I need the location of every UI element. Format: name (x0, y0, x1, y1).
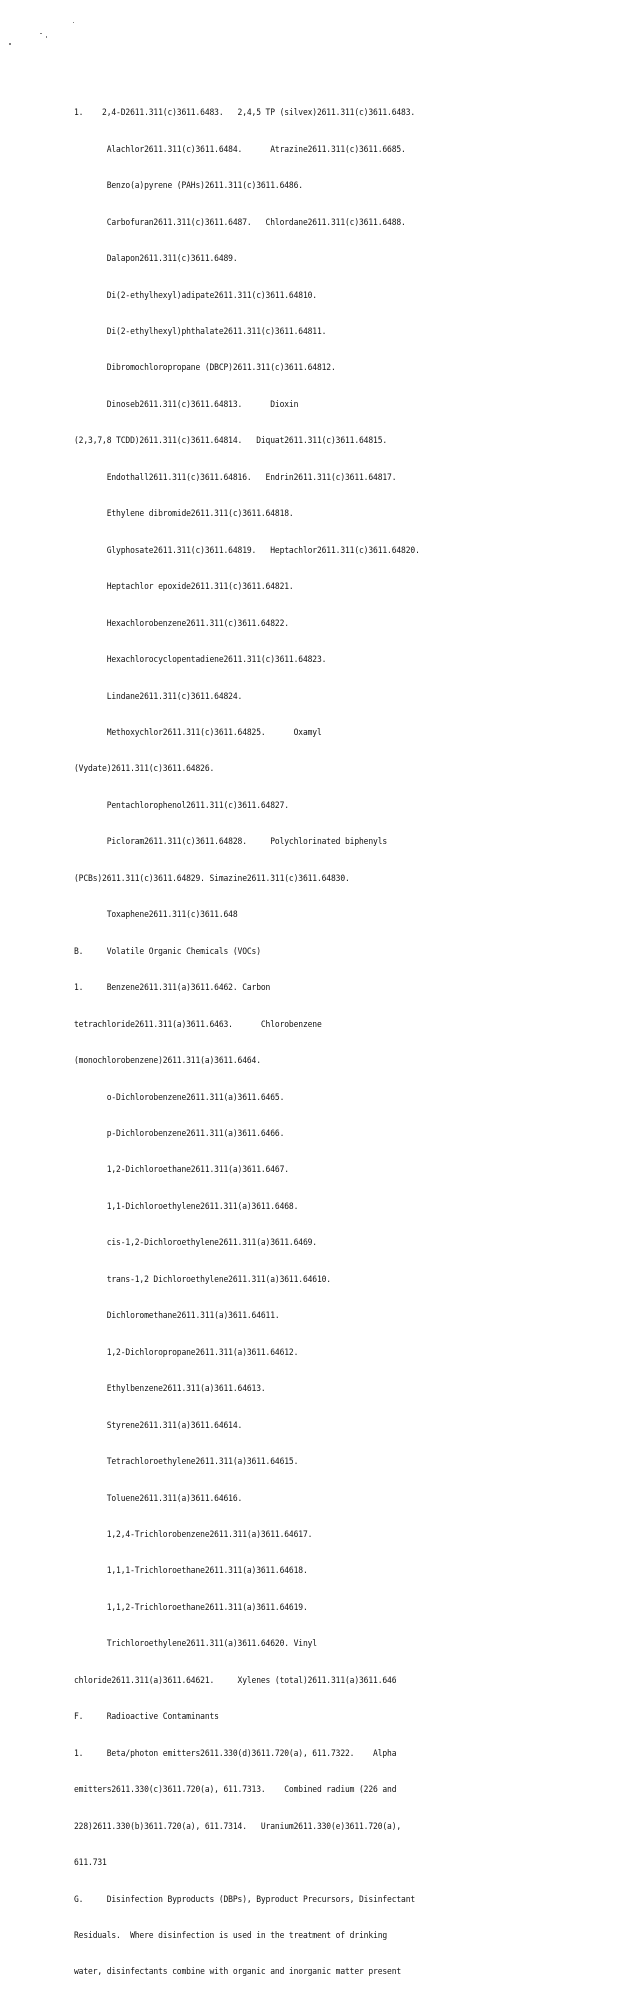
text-line: Alachlor2611.311(c)3611.6484. Atrazine2611.311(c)3611.6685. (74, 144, 406, 155)
text-line: 1,2,4-Trichlorobenzene2611.311(a)3611.64617. (74, 1529, 313, 1540)
text-line: o-Dichlorobenzene2611.311(a)3611.6465. (74, 1092, 285, 1103)
scan-speck (9, 43, 11, 45)
text-line: Endothall2611.311(c)3611.64816. Endrin2611.311(c)3611.64817. (74, 472, 397, 483)
text-line: Dinoseb2611.311(c)3611.64813. Dioxin (74, 399, 299, 410)
text-line: Tetrachloroethylene2611.311(a)3611.64615. (74, 1457, 299, 1468)
text-line: chloride2611.311(a)3611.64621. Xylenes (total)2611.311(a)3611.646 (74, 1675, 397, 1686)
text-line: Ethylbenzene2611.311(a)3611.64613. (74, 1384, 266, 1395)
section-heading: B. Volatile Organic Chemicals (VOCs) (74, 946, 261, 957)
section-heading: F. Radioactive Contaminants (74, 1712, 219, 1723)
text-line: Ethylene dibromide2611.311(c)3611.64818. (74, 509, 294, 520)
text-line: 1,2-Dichloroethane2611.311(a)3611.6467. (74, 1165, 289, 1176)
text-line: p-Dichlorobenzene2611.311(a)3611.6466. (74, 1129, 285, 1139)
text-line: Lindane2611.311(c)3611.64824. (74, 691, 243, 702)
text-line: 1. Beta/photon emitters2611.330(d)3611.720(a), 611.7322. Alpha (74, 1748, 397, 1759)
text-line: Carbofuran2611.311(c)3611.6487. Chlordane2611.311(c)3611.6488. (74, 217, 406, 228)
text-line: 1,1,2-Trichloroethane2611.311(a)3611.64619. (74, 1602, 308, 1613)
text-line: Dibromochloropropane (DBCP)2611.311(c)3611.64812. (74, 363, 336, 374)
scan-speck (73, 22, 74, 23)
text-line: Benzo(a)pyrene (PAHs)2611.311(c)3611.6486. (74, 181, 303, 192)
text-line: trans-1,2 Dichloroethylene2611.311(a)3611.64610. (74, 1274, 331, 1285)
text-line: Trichloroethylene2611.311(a)3611.64620. Vinyl (74, 1639, 317, 1650)
text-line: (2,3,7,8 TCDD)2611.311(c)3611.64814. Diquat2611.311(c)3611.64815. (74, 436, 388, 447)
text-line: 611.731 (74, 1858, 107, 1869)
text-line: 1,1-Dichloroethylene2611.311(a)3611.6468. (74, 1201, 299, 1212)
text-line: water, disinfectants combine with organic and inorganic matter present (74, 1967, 402, 1978)
text-line: Picloram2611.311(c)3611.64828. Polychlorinated biphenyls (74, 837, 388, 848)
text-line: 1. 2,4-D2611.311(c)3611.6483. 2,4,5 TP (silvex)2611.311(c)3611.6483. (74, 108, 416, 119)
text-line: Toxaphene2611.311(c)3611.648 (74, 910, 238, 921)
text-line: Styrene2611.311(a)3611.64614. (74, 1420, 243, 1431)
text-line: Dichloromethane2611.311(a)3611.64611. (74, 1311, 280, 1322)
text-line: 1,1,1-Trichloroethane2611.311(a)3611.64618. (74, 1566, 308, 1577)
text-line: 1,2-Dichloropropane2611.311(a)3611.64612. (74, 1347, 299, 1358)
document-text (74, 83, 558, 2003)
text-line: Hexachlorocyclopentadiene2611.311(c)3611.64823. (74, 655, 327, 666)
text-line: Pentachlorophenol2611.311(c)3611.64827. (74, 800, 289, 811)
text-line: 228)2611.330(b)3611.720(a), 611.7314. Uranium2611.330(e)3611.720(a), (74, 1821, 402, 1832)
text-line: Glyphosate2611.311(c)3611.64819. Heptachlor2611.311(c)3611.64820. (74, 545, 420, 556)
scan-speck (46, 36, 47, 38)
text-line: Di(2-ethylhexyl)phthalate2611.311(c)3611.64811. (74, 327, 327, 338)
text-line: (Vydate)2611.311(c)3611.64826. (74, 764, 215, 775)
text-line: Methoxychlor2611.311(c)3611.64825. Oxamyl (74, 728, 322, 739)
text-line: Dalapon2611.311(c)3611.6489. (74, 254, 238, 265)
text-line: (PCBs)2611.311(c)3611.64829. Simazine2611.311(c)3611.64830. (74, 873, 350, 884)
text-line: Residuals. Where disinfection is used in the treatment of drinking (74, 1930, 388, 1941)
text-line: emitters2611.330(c)3611.720(a), 611.7313. Combined radium (226 and (74, 1785, 397, 1796)
section-heading: G. Disinfection Byproducts (DBPs), Byproduct Precursors, Disinfectant (74, 1894, 416, 1905)
text-line: (monochlorobenzene)2611.311(a)3611.6464. (74, 1056, 261, 1067)
text-line: Toluene2611.311(a)3611.64616. (74, 1493, 243, 1504)
text-line: Heptachlor epoxide2611.311(c)3611.64821. (74, 582, 294, 593)
scan-speck (40, 33, 42, 34)
text-line: 1. Benzene2611.311(a)3611.6462. Carbon (74, 983, 271, 994)
text-line: Hexachlorobenzene2611.311(c)3611.64822. (74, 618, 289, 629)
text-line: tetrachloride2611.311(a)3611.6463. Chlorobenzene (74, 1019, 322, 1030)
text-line: cis-1,2-Dichloroethylene2611.311(a)3611.6469. (74, 1238, 317, 1249)
text-line: Di(2-ethylhexyl)adipate2611.311(c)3611.64810. (74, 290, 317, 301)
